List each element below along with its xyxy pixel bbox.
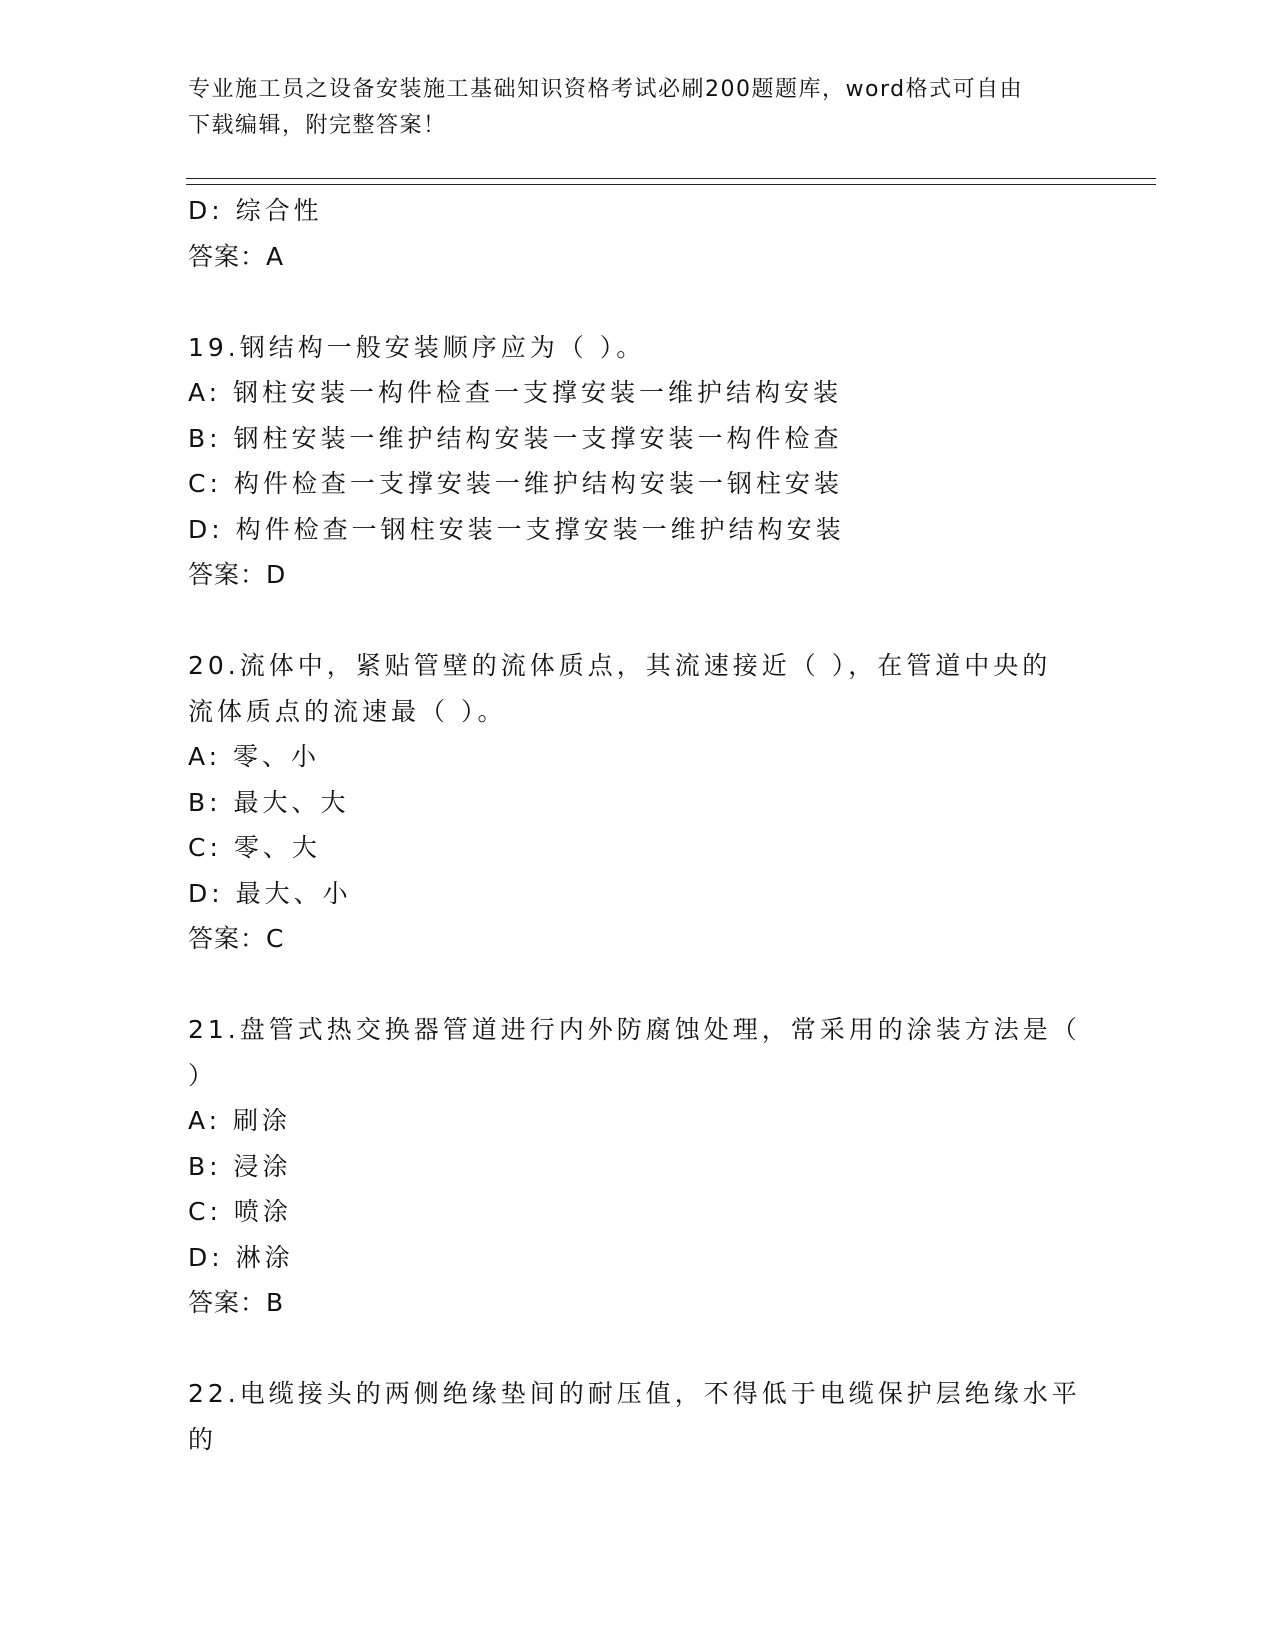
question-19-option-d: D: 构件检查一钢柱安装一支撑安装一维护结构安装 bbox=[188, 514, 845, 544]
question-22-stem-line-2: 的 bbox=[188, 1424, 218, 1454]
document-header bbox=[188, 72, 1088, 144]
question-20-stem-line-2: 流体质点的流速最（ ）。 bbox=[188, 696, 507, 726]
question-19-option-a: A: 钢柱安装一构件检查一支撑安装一维护结构安装 bbox=[188, 378, 843, 407]
question-content bbox=[188, 188, 1088, 1462]
question-19-option-c: C: 构件检查一支撑安装一维护结构安装一钢柱安装 bbox=[188, 469, 843, 498]
question-20-answer: 答案：C bbox=[188, 924, 285, 953]
question-20-option-a: A: 零、小 bbox=[188, 742, 321, 771]
question-21-stem-line-1: 21.盘管式热交换器管道进行内外防腐蚀处理，常采用的涂装方法是（ bbox=[188, 1015, 1081, 1044]
question-21-option-d: D: 淋涂 bbox=[188, 1242, 294, 1272]
question-19 bbox=[188, 325, 1088, 598]
question-20-option-d: D: 最大、小 bbox=[188, 878, 352, 908]
header-line-2: 下载编辑，附完整答案！ bbox=[188, 113, 447, 138]
question-20-option-c: C: 零、大 bbox=[188, 833, 321, 862]
question-21-option-a: A: 刷涂 bbox=[188, 1106, 292, 1135]
spacer bbox=[188, 1326, 1088, 1372]
prev-answer: 答案：A bbox=[188, 241, 285, 271]
question-21-answer: 答案：B bbox=[188, 1288, 285, 1317]
question-21-option-b: B: 浸涂 bbox=[188, 1151, 292, 1181]
question-20-option-b: B: 最大、大 bbox=[188, 787, 350, 817]
question-20 bbox=[188, 643, 1088, 962]
question-19-option-b: B: 钢柱安装一维护结构安装一支撑安装一构件检查 bbox=[188, 423, 843, 453]
question-20-stem-line-1: 20.流体中，紧贴管壁的流体质点，其流速接近（ ），在管道中央的 bbox=[188, 651, 1052, 680]
question-21 bbox=[188, 1007, 1088, 1326]
question-19-stem: 19.钢结构一般安装顺序应为（ ）。 bbox=[188, 332, 646, 362]
spacer bbox=[188, 598, 1088, 644]
prev-option-d: D: 综合性 bbox=[188, 196, 323, 225]
header-divider-bottom bbox=[186, 184, 1156, 185]
question-22 bbox=[188, 1371, 1088, 1462]
question-22-stem-line-1: 22.电缆接头的两侧绝缘垫间的耐压值，不得低于电缆保护层绝缘水平 bbox=[188, 1379, 1081, 1408]
spacer bbox=[188, 962, 1088, 1008]
question-21-option-c: C: 喷涂 bbox=[188, 1197, 292, 1226]
spacer bbox=[188, 279, 1088, 325]
question-19-answer: 答案：D bbox=[188, 560, 287, 589]
header-line-1: 专业施工员之设备安装施工基础知识资格考试必刷200题题库，word格式可自由 bbox=[188, 77, 1024, 102]
header-divider-top bbox=[186, 178, 1156, 179]
question-21-stem-line-2: ） bbox=[188, 1060, 218, 1090]
